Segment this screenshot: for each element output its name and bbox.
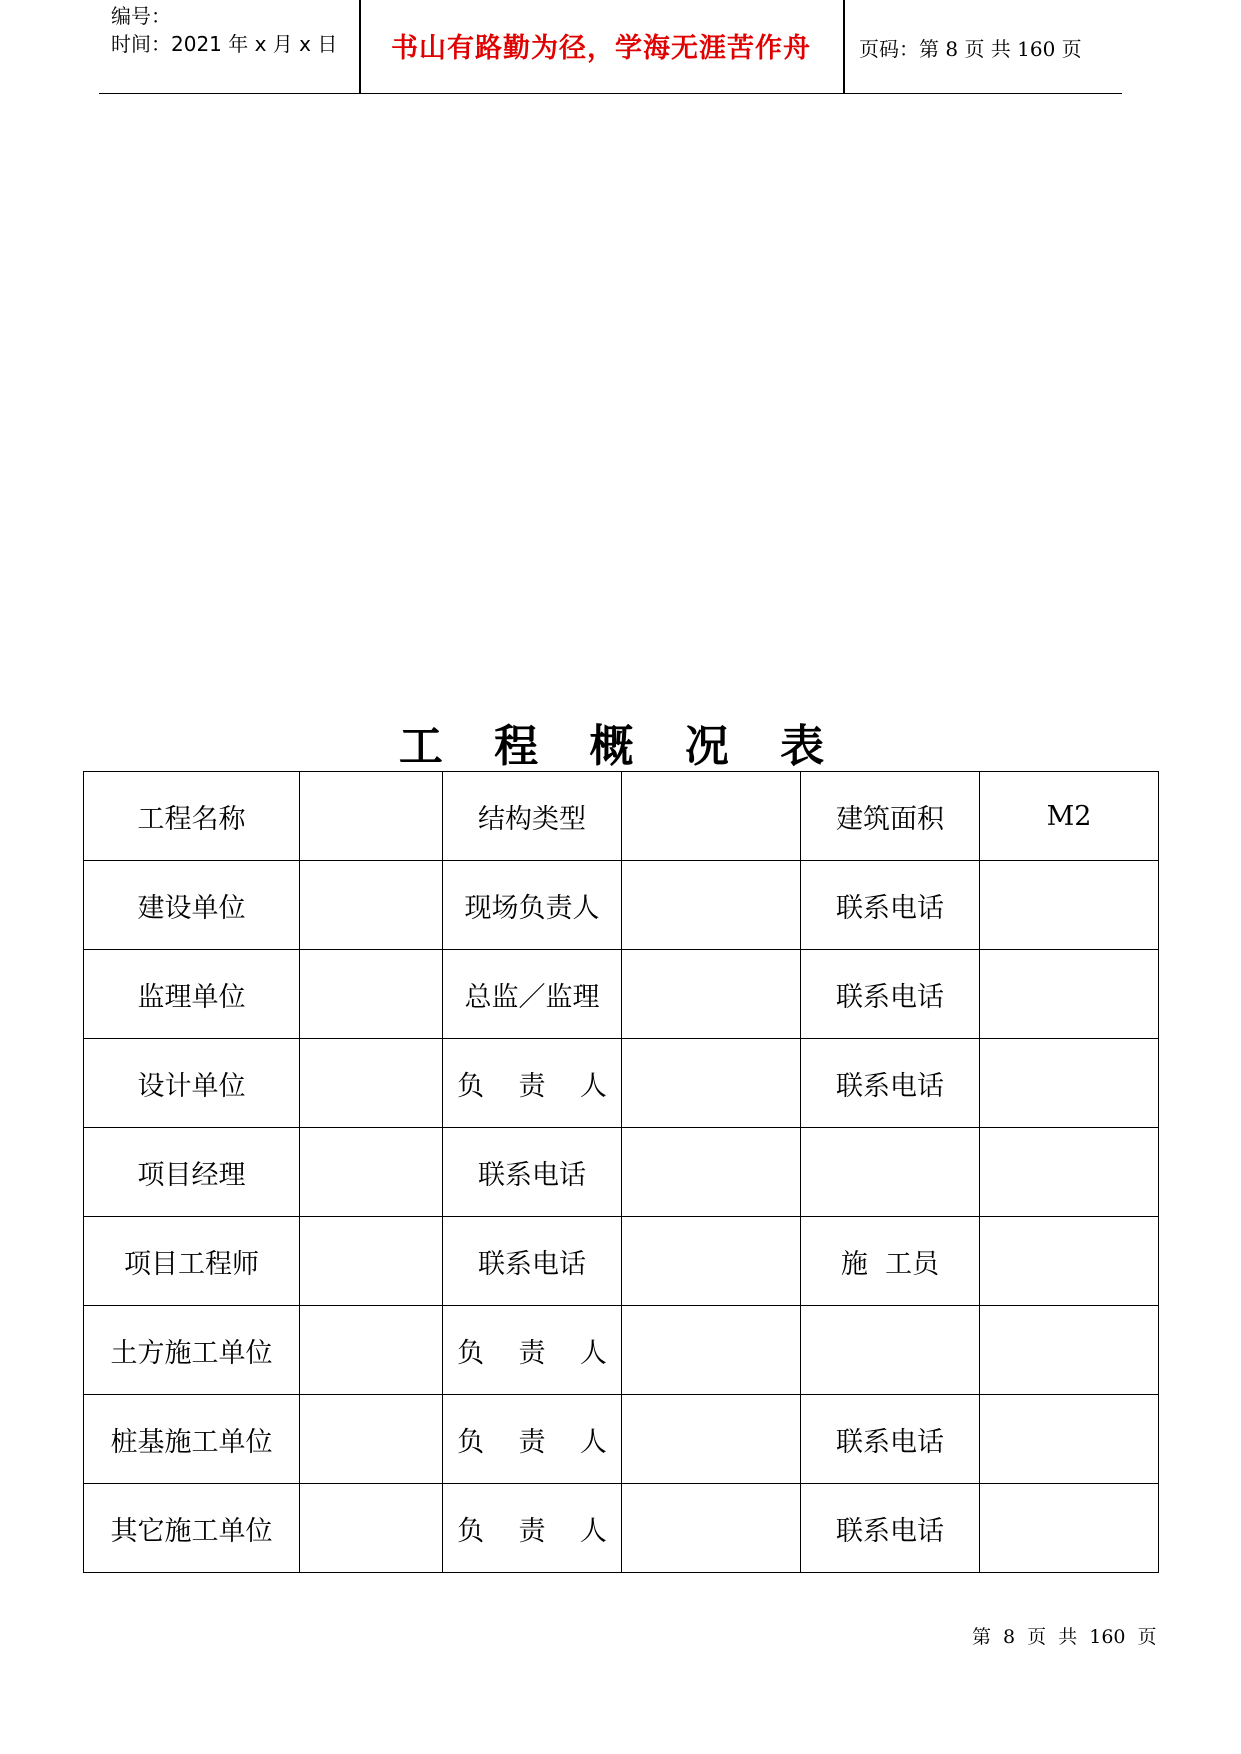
- field-label-cell: 联系电话: [443, 1217, 622, 1306]
- field-value-cell[interactable]: [622, 1306, 801, 1395]
- field-value-cell[interactable]: [980, 950, 1159, 1039]
- header-divider-right: [843, 0, 845, 93]
- field-value-cell[interactable]: [980, 1128, 1159, 1217]
- page-footer: 第 8 页 共 160 页: [972, 1626, 1157, 1648]
- document-title: 工 程 概 况 表: [398, 721, 843, 772]
- field-value-cell[interactable]: [300, 1484, 443, 1573]
- field-label-cell: 负 责 人: [443, 1395, 622, 1484]
- field-value-cell[interactable]: [980, 1039, 1159, 1128]
- table-row: [84, 1395, 1159, 1484]
- field-label-cell: 现场负责人: [443, 861, 622, 950]
- table-row: [84, 1217, 1159, 1306]
- field-value-cell[interactable]: [980, 1395, 1159, 1484]
- table-row: [84, 950, 1159, 1039]
- field-label-cell: 负 责 人: [443, 1306, 622, 1395]
- field-label-cell: 项目经理: [84, 1128, 300, 1217]
- field-value-cell[interactable]: [980, 1484, 1159, 1573]
- field-label-cell: 联系电话: [801, 861, 980, 950]
- field-value-cell[interactable]: [300, 1306, 443, 1395]
- field-value-cell[interactable]: [622, 861, 801, 950]
- field-label-cell: 其它施工单位: [84, 1484, 300, 1573]
- table-row: [84, 1306, 1159, 1395]
- header-meta: [111, 2, 337, 58]
- field-label-cell: 总监／监理: [443, 950, 622, 1039]
- field-label-cell: 工程名称: [84, 772, 300, 861]
- header-motto: 书山有路勤为径，学海无涯苦作舟: [391, 33, 811, 64]
- field-label-cell: 设计单位: [84, 1039, 300, 1128]
- field-value-cell[interactable]: [300, 861, 443, 950]
- field-label-cell: 结构类型: [443, 772, 622, 861]
- field-value-cell[interactable]: [980, 1306, 1159, 1395]
- field-label-cell: 联系电话: [443, 1128, 622, 1217]
- field-value-cell[interactable]: [300, 1039, 443, 1128]
- field-label-cell: 建筑面积: [801, 772, 980, 861]
- field-label-cell: 项目工程师: [84, 1217, 300, 1306]
- field-label-cell: [801, 1128, 980, 1217]
- document-time-label: 时间：2021 年 x 月 x 日: [111, 32, 338, 56]
- field-value-cell[interactable]: [622, 772, 801, 861]
- field-value-cell[interactable]: [622, 1128, 801, 1217]
- field-value-cell[interactable]: [980, 861, 1159, 950]
- field-label-cell: 负 责 人: [443, 1484, 622, 1573]
- header-page-number: 页码：第 8 页 共 160 页: [859, 37, 1082, 61]
- field-value-cell[interactable]: [622, 950, 801, 1039]
- page-header: [99, 0, 1122, 94]
- document-number-label: 编号：: [111, 4, 171, 28]
- field-label-cell: 联系电话: [801, 950, 980, 1039]
- field-value-cell[interactable]: [300, 1217, 443, 1306]
- table-row: [84, 861, 1159, 950]
- table-row: [84, 1484, 1159, 1573]
- project-overview-table: [83, 771, 1159, 1573]
- field-label-cell: 联系电话: [801, 1395, 980, 1484]
- field-label-cell: 桩基施工单位: [84, 1395, 300, 1484]
- field-value-cell[interactable]: [622, 1039, 801, 1128]
- table-row: [84, 1128, 1159, 1217]
- field-value-cell[interactable]: [980, 1217, 1159, 1306]
- field-value-cell[interactable]: [300, 950, 443, 1039]
- table-row: [84, 1039, 1159, 1128]
- field-value-cell[interactable]: [300, 1395, 443, 1484]
- field-label-cell: 建设单位: [84, 861, 300, 950]
- field-label-cell: 联系电话: [801, 1039, 980, 1128]
- field-value-cell[interactable]: [622, 1395, 801, 1484]
- field-label-cell: 联系电话: [801, 1484, 980, 1573]
- field-label-cell: 施 工员: [801, 1217, 980, 1306]
- field-label-cell: 监理单位: [84, 950, 300, 1039]
- table-row: [84, 772, 1159, 861]
- field-value-cell[interactable]: [622, 1217, 801, 1306]
- field-value-cell[interactable]: M2: [980, 772, 1159, 861]
- field-label-cell: 负 责 人: [443, 1039, 622, 1128]
- field-label-cell: [801, 1306, 980, 1395]
- field-value-cell[interactable]: [300, 1128, 443, 1217]
- field-label-cell: 土方施工单位: [84, 1306, 300, 1395]
- field-value-cell[interactable]: [300, 772, 443, 861]
- field-value-cell[interactable]: [622, 1484, 801, 1573]
